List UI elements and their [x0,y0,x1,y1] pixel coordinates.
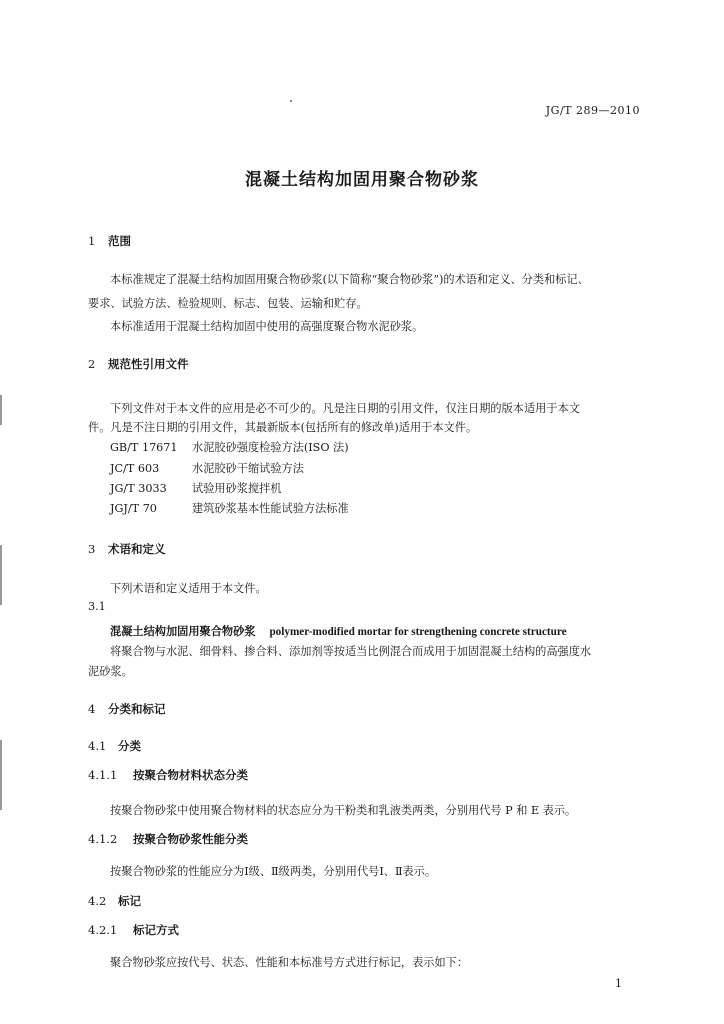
paragraph-line: 将聚合物与水泥、细骨料、掺合料、添加剂等按适当比例混合而成用于加固混凝土结构的高强度水 [110,645,592,658]
paragraph-line: 本标准规定了混凝土结构加固用聚合物砂浆(以下简称“聚合物砂浆”)的术语和定义、分类和标记、 [110,273,589,286]
reference-name: 建筑砂浆基本性能试验方法标准 [192,502,349,515]
reference-entry [110,500,349,516]
section-title: 按聚合物材料状态分类 [133,768,248,782]
paragraph-line: 泥砂浆。 [88,665,133,678]
reference-name: 水泥胶砂强度检验方法(ISO 法) [192,441,349,454]
section-1-heading [88,233,131,249]
section-number: 4.1 [88,739,107,753]
paragraph-line: 按聚合物砂浆的性能应分为Ⅰ级、Ⅱ级两类，分别用代号Ⅰ、Ⅱ表示。 [110,865,437,878]
term-english: polymer-modified mortar for strengthening concrete structure [269,626,567,638]
reference-name: 水泥胶砂干缩试验方法 [192,462,304,475]
section-2-heading [88,356,189,372]
reference-entry [110,460,304,476]
subsection-4-1-2-heading [88,831,248,847]
section-title: 规范性引用文件 [108,357,189,371]
subsection-4-2-1-heading [88,922,179,938]
section-number: 4.1.1 [88,768,118,782]
scan-edge-mark [0,740,2,810]
section-number: 1 [88,234,96,248]
term-chinese: 混凝土结构加固用聚合物砂浆 [110,624,256,638]
term-entry [110,623,567,639]
scan-speck [290,100,292,102]
paragraph-line: 要求、试验方法、检验规则、标志、包装、运输和贮存。 [88,297,368,310]
section-number: 4.1.2 [88,832,118,846]
section-4-heading [88,701,166,717]
section-number: 3 [88,542,96,556]
subsection-4-1-1-heading [88,767,248,783]
subsection-number: 3.1 [88,600,106,613]
reference-name: 试验用砂浆搅拌机 [192,482,282,495]
section-number: 2 [88,357,96,371]
subsection-4-2-heading [88,893,141,909]
section-number: 4.2.1 [88,923,118,937]
section-number: 4.2 [88,894,107,908]
section-title: 标记方式 [133,923,179,937]
reference-code: JC/T 603 [110,462,160,475]
reference-code: GB/T 17671 [110,441,178,454]
section-title: 按聚合物砂浆性能分类 [133,832,248,846]
paragraph-line: 下列文件对于本文件的应用是必不可少的。凡是注日期的引用文件，仅注日期的版本适用于本文 [110,402,580,415]
section-title: 分类 [118,739,141,753]
reference-entry [110,439,349,455]
section-title: 分类和标记 [108,702,166,716]
document-title: 混凝土结构加固用聚合物砂浆 [245,170,479,190]
section-3-heading [88,541,166,557]
scan-edge-mark [0,395,2,425]
page-number: 1 [615,977,622,990]
section-title: 标记 [118,894,141,908]
reference-entry [110,480,282,496]
section-title: 范围 [108,234,131,248]
paragraph-line: 聚合物砂浆应按代号、状态、性能和本标准号方式进行标记，表示如下： [110,956,469,969]
section-title: 术语和定义 [108,542,166,556]
reference-code: JG/T 3033 [110,482,167,495]
paragraph-line: 件。凡是不注日期的引用文件，其最新版本(包括所有的修改单)适用于本文件。 [88,421,478,434]
scan-edge-mark [0,545,2,605]
paragraph-line: 下列术语和定义适用于本文件。 [110,582,267,595]
standard-code: JG/T 289—2010 [545,104,640,117]
paragraph-line: 本标准适用于混凝土结构加固中使用的高强度聚合物水泥砂浆。 [110,320,424,333]
subsection-4-1-heading [88,738,141,754]
reference-code: JGJ/T 70 [110,502,157,515]
paragraph-line: 按聚合物砂浆中使用聚合物材料的状态应分为干粉类和乳液类两类，分别用代号 P 和 E 表示。 [110,804,577,817]
section-number: 4 [88,702,96,716]
